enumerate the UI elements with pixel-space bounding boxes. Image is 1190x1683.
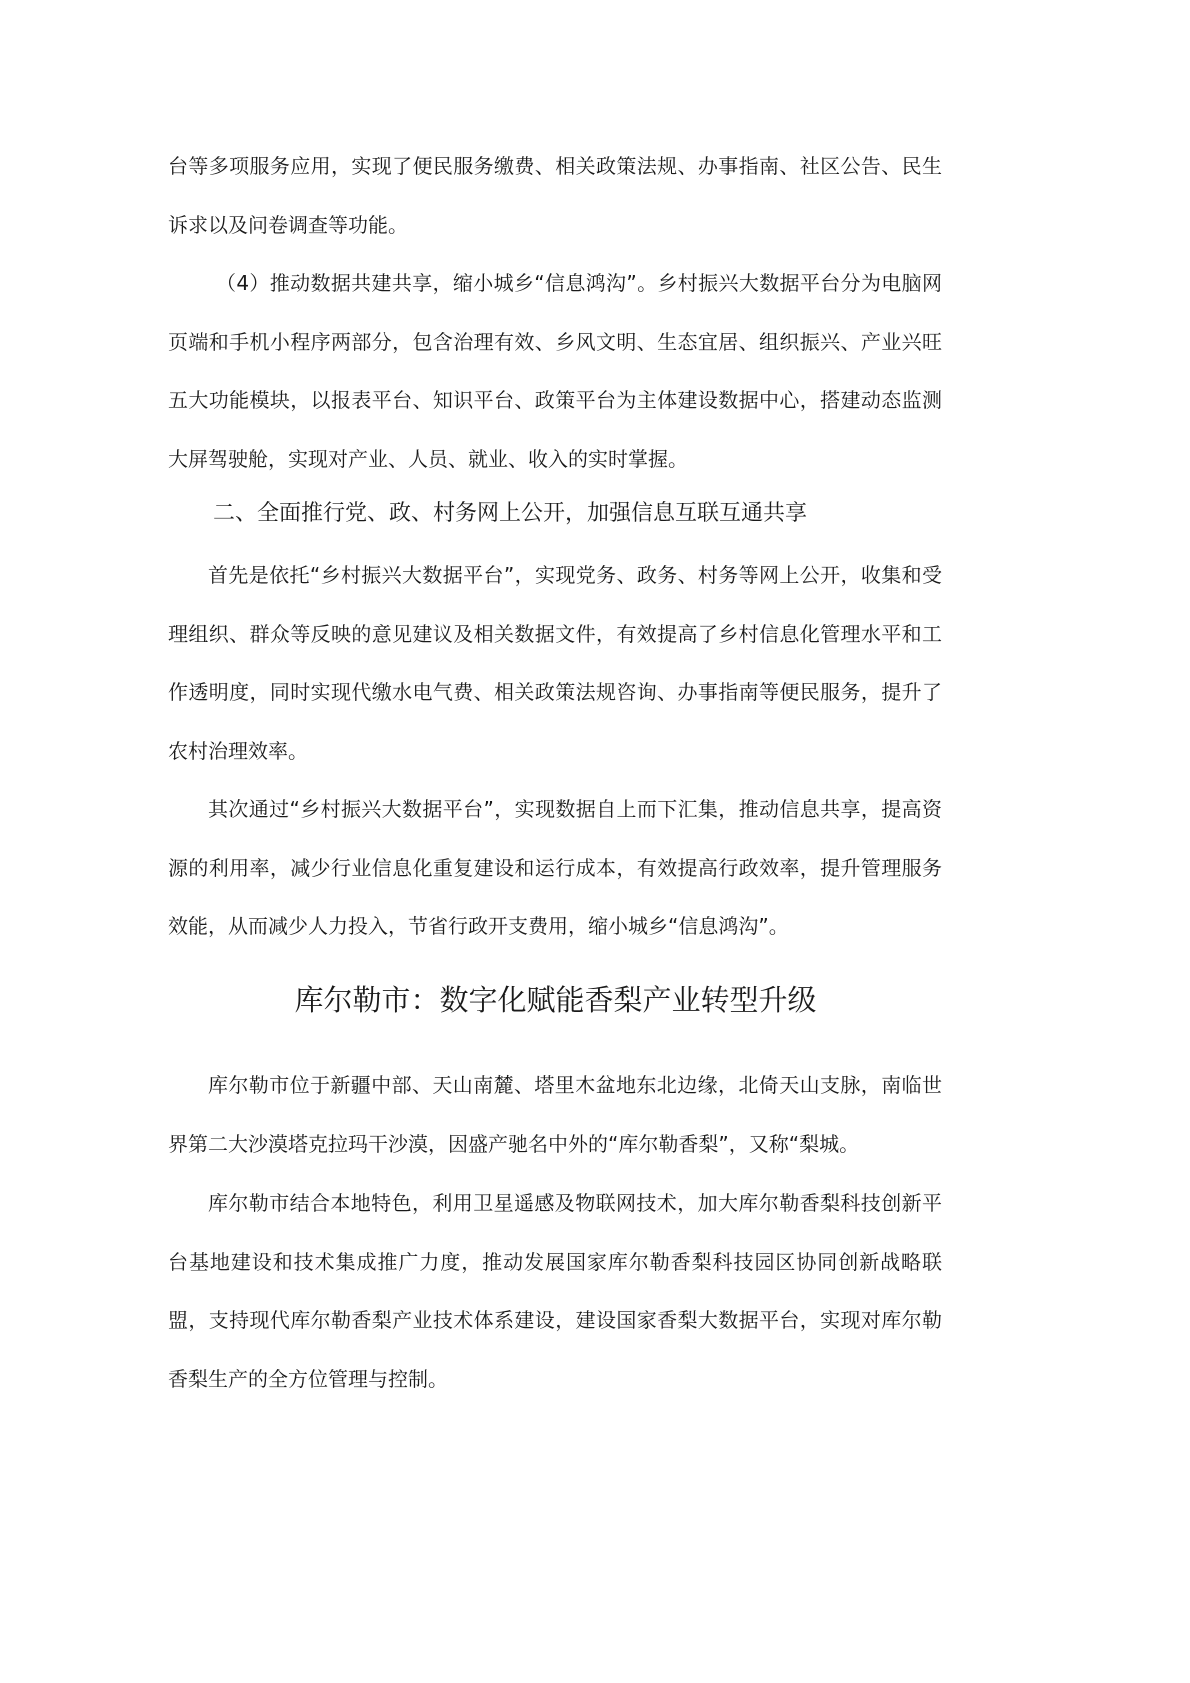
paragraph-continued: 台等多项服务应用，实现了便民服务缴费、相关政策法规、办事指南、社区公告、民生诉求以及问卷调查等功能。 [168, 154, 942, 237]
paragraph-item-4: （4）推动数据共建共享，缩小城乡“信息鸿沟”。乡村振兴大数据平台分为电脑网页端和手机小程序两部分，包含治理有效、乡风文明、生态宜居、组织振兴、产业兴旺五大功能模块，以报表平台、知识平台、政策平台为主体建设数据中心，搭建动态监测大屏驾驶舱，实现对产业、人员、就业、收入的实时掌握。 [168, 271, 942, 471]
paragraph-second: 其次通过“乡村振兴大数据平台”，实现数据自上而下汇集，推动信息共享，提高资源的利用率，减少行业信息化重复建设和运行成本，有效提高行政效率，提升管理服务效能，从而减少人力投入，节省行政开支费用，缩小城乡“信息鸿沟”。 [168, 797, 942, 938]
paragraph-intro: 库尔勒市位于新疆中部、天山南麓、塔里木盆地东北边缘，北倚天山支脉，南临世界第二大沙漠塔克拉玛干沙漠，因盛产驰名中外的“库尔勒香梨”，又称“梨城。 [168, 1073, 942, 1156]
article-title: 库尔勒市：数字化赋能香梨产业转型升级 [294, 983, 817, 1017]
paragraph-first: 首先是依托“乡村振兴大数据平台”，实现党务、政务、村务等网上公开，收集和受理组织、群众等反映的意见建议及相关数据文件，有效提高了乡村信息化管理水平和工作透明度，同时实现代缴水电气费、相关政策法规咨询、办事指南等便民服务，提升了农村治理效率。 [168, 563, 942, 763]
paragraph-tech: 库尔勒市结合本地特色，利用卫星遥感及物联网技术，加大库尔勒香梨科技创新平台基地建设和技术集成推广力度，推动发展国家库尔勒香梨科技园区协同创新战略联盟，支持现代库尔勒香梨产业技术体系建设，建设国家香梨大数据平台，实现对库尔勒香梨生产的全方位管理与控制。 [168, 1191, 942, 1391]
section-heading: 二、全面推行党、政、村务网上公开，加强信息互联互通共享 [213, 501, 808, 526]
